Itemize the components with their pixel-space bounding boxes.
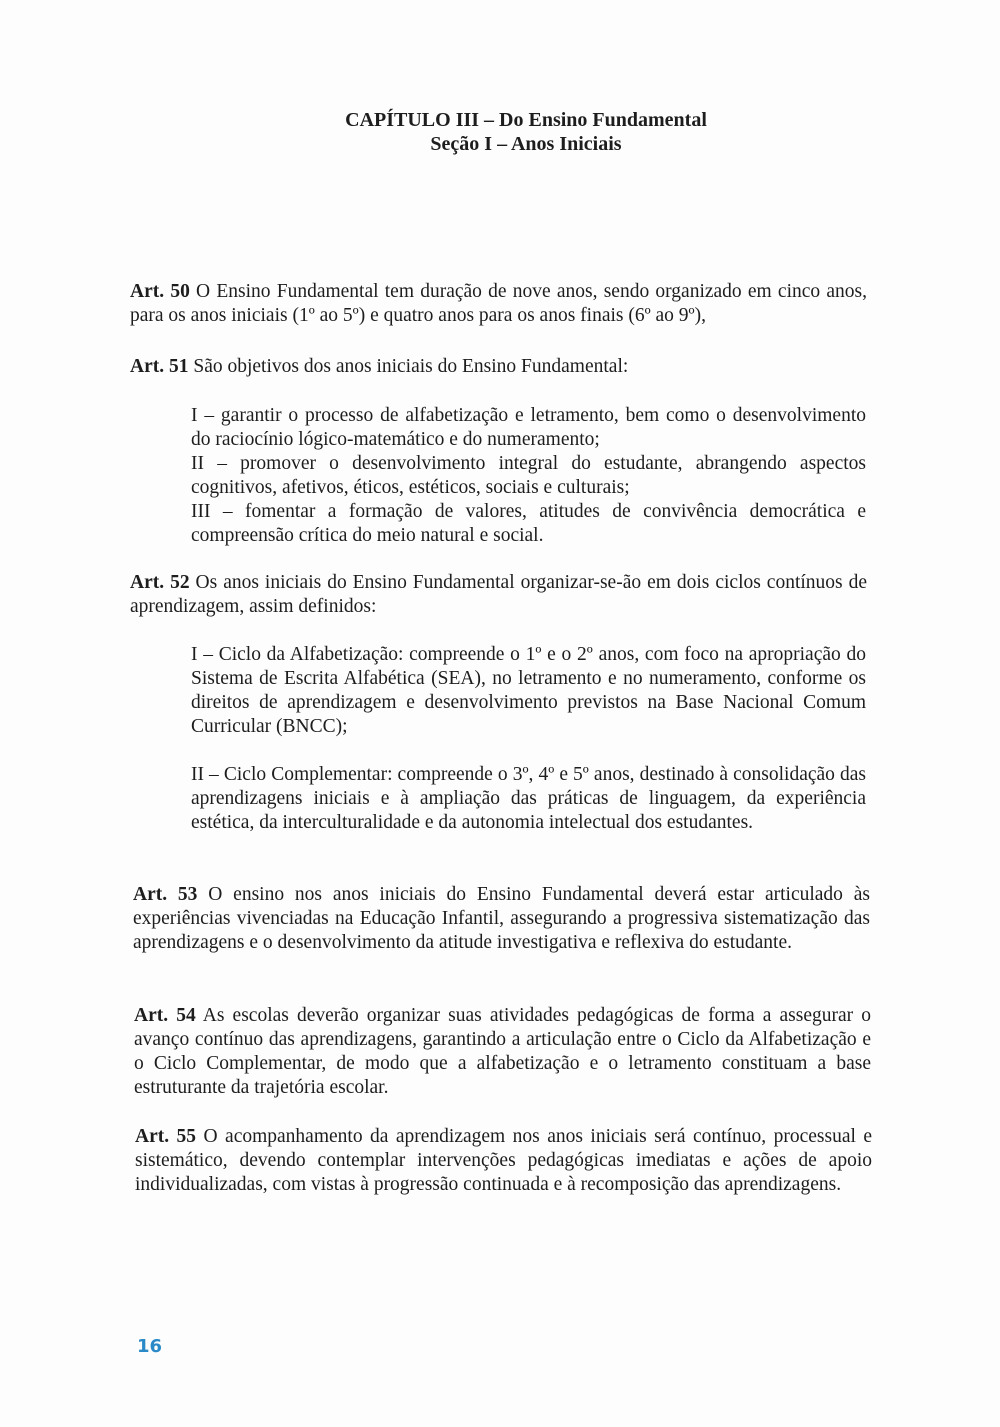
article-51-item-1: I – garantir o processo de alfabetização e letramento, bem como o desenvolvimento do raciocínio lógico-matemático e do numeramento; bbox=[191, 405, 866, 450]
article-52-item-1: I – Ciclo da Alfabetização: compreende o 1º e o 2º anos, com foco na apropriação do Sistema de Escrita Alfabética (SEA), no letramento e no numeramento, conforme os direitos de aprendizagem e desenvolvimento previstos na Base Nacional Comum Curricular (BNCC); bbox=[191, 644, 866, 737]
section-title: Seção I – Anos Iniciais bbox=[430, 133, 622, 155]
article-text: Os anos iniciais do Ensino Fundamental organizar-se-ão em dois ciclos contínuos de aprendizagem, assim definidos: bbox=[130, 572, 867, 617]
article-53 bbox=[133, 883, 870, 955]
page-number: 16 bbox=[137, 1336, 163, 1357]
article-text: As escolas deverão organizar suas atividades pedagógicas de forma a assegurar o avanço contínuo das aprendizagens, garantindo a articulação entre o Ciclo da Alfabetização e o Ciclo Complementar, de modo que a alfabetização e o letramento constituam a base estruturante da trajetória escolar. bbox=[134, 1005, 872, 1098]
article-51-item-2: II – promover o desenvolvimento integral do estudante, abrangendo aspectos cognitivos, afetivos, éticos, estéticos, sociais e culturais; bbox=[191, 453, 866, 498]
article-label: Art. 51 bbox=[130, 356, 189, 377]
article-label: Art. 50 bbox=[130, 281, 190, 302]
article-text: O acompanhamento da aprendizagem nos anos iniciais será contínuo, processual e sistemático, devendo contemplar intervenções pedagógicas imediatas e ações de apoio individualizadas, com vistas à progressão continuada e à recomposição das aprendizagens. bbox=[135, 1126, 872, 1195]
chapter-title: CAPÍTULO III – Do Ensino Fundamental bbox=[345, 109, 707, 131]
article-52 bbox=[130, 571, 867, 619]
article-51 bbox=[130, 355, 867, 379]
article-label: Art. 54 bbox=[134, 1005, 196, 1026]
article-text: O Ensino Fundamental tem duração de nove anos, sendo organizado em cinco anos, para os anos iniciais (1º ao 5º) e quatro anos para os anos finais (6º ao 9º), bbox=[130, 281, 867, 326]
article-label: Art. 55 bbox=[135, 1126, 197, 1147]
article-50 bbox=[130, 280, 867, 328]
article-text: O ensino nos anos iniciais do Ensino Fundamental deverá estar articulado às experiências vivenciadas na Educação Infantil, assegurando a progressiva sistematização das aprendizagens e o desenvolvimento da atitude investigativa e reflexiva do estudante. bbox=[133, 884, 870, 953]
article-label: Art. 53 bbox=[133, 884, 198, 905]
article-52-item-2: II – Ciclo Complementar: compreende o 3º, 4º e 5º anos, destinado à consolidação das aprendizagens iniciais e à ampliação das práticas de linguagem, da experiência estética, da interculturalidade e da autonomia intelectual dos estudantes. bbox=[191, 764, 866, 833]
article-label: Art. 52 bbox=[130, 572, 190, 593]
article-51-item-3: III – fomentar a formação de valores, atitudes de convivência democrática e compreensão crítica do meio natural e social. bbox=[191, 501, 866, 546]
article-55 bbox=[135, 1125, 872, 1197]
article-54 bbox=[134, 1004, 871, 1100]
article-text: São objetivos dos anos iniciais do Ensino Fundamental: bbox=[188, 356, 629, 377]
